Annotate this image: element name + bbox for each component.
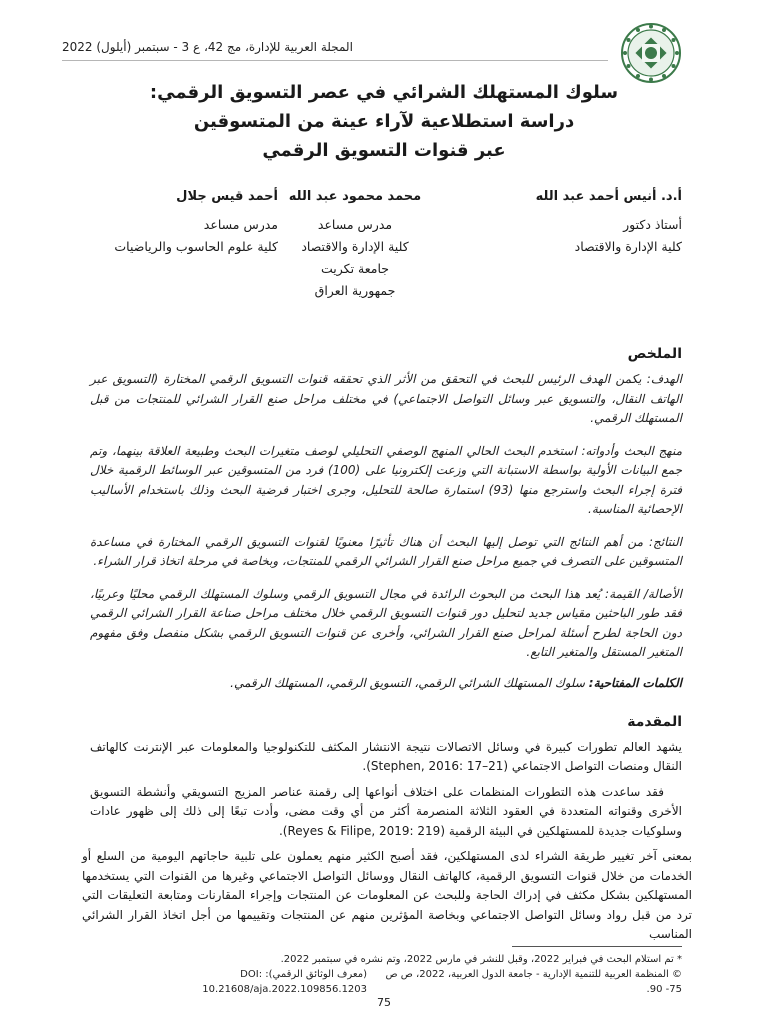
intro-paragraph-3: بمعنى آخر تغيير طريقة الشراء لدى المستهلكين، فقد أصبح الكثير منهم يعملون على تلبية حاجاتهم اليومية من السلع أو الخدمات من خلال قنوات التسويق الرقمية، كالهاتف النقال ووسائل التواصل الاجتماعي وغيرها من القنوات التي يستخدمها المستهلكين بشكل مكثف في إدراك الحاجة وللبحث عن المعلومات عن المنتجات وإجراء المقارنات ومتابعة التعليقات التي ترد من قبل رواد وسائل التواصل الاجتماعي وبخاصة المؤثرين منهم عن المنتجات وتقييمها من أجل اتخاذ القرار الشرائي المناسب: [82, 849, 692, 941]
author-affiliation: جامعة تكريت: [321, 261, 389, 276]
abstract-objective: الهدف: يكمن الهدف الرئيس للبحث في التحقق من الأثر الذي تحققه قنوات التسويق الرقمي المختارة (التسويق عبر الهاتف النقال، والتسويق عبر وسائل التواصل الاجتماعي) في مختلف مراحل صنع القرار الشرائي للمنتجات من قبل المستهلك الرقمي.: [90, 372, 682, 425]
footnote-copyright-row: [90, 967, 682, 997]
author-name: أحمد قيس جلال: [176, 189, 278, 204]
author-list: [88, 186, 682, 306]
author-name: محمد محمود عبد الله: [288, 189, 422, 204]
author-affiliation: كلية علوم الحاسوب والرياضيات: [114, 239, 278, 254]
journal-header: المجلة العربية للإدارة، مج 42، ع 3 - سبتمبر (أيلول) 2022: [62, 40, 353, 54]
author-affiliation: مدرس مساعد: [317, 217, 393, 232]
page-number: 75: [377, 996, 391, 1009]
article-body: [82, 346, 692, 951]
author-2: [270, 186, 440, 302]
abstract-originality: الأصالة/ القيمة: يُعد هذا البحث من البحوث الرائدة في مجال التسويق الرقمي وسلوك المستهلك الرقمي محليًا وعربيًا، فقد طور الباحثين مقياس جديد لتحليل دور قنوات التسويق الرقمي خلال مختلف مراحل صناعة القرار الشرائي الرقمي دون الحاجة لطرح أسئلة لمراحل صنع القرار الشرائي، وأخرى عن قنوات التسويق الرقمي بشكل منفصل وفق مفهوم المتغير المستقل والمتغير التابع.: [90, 586, 682, 659]
author-affiliation: كلية الإدارة والاقتصاد: [574, 239, 682, 254]
abstract-heading: الملخص: [627, 346, 682, 362]
author-3: [88, 186, 278, 258]
author-affiliation: مدرس مساعد: [203, 217, 278, 232]
author-affiliation: كلية الإدارة والاقتصاد: [301, 239, 409, 254]
introduction-heading: المقدمة: [627, 713, 682, 730]
header-divider: [62, 60, 608, 61]
author-name: أ.د. أنيس أحمد عبد الله: [535, 189, 682, 204]
title-line-1: سلوك المستهلك الشرائي في عصر التسويق الرقمي:: [149, 82, 619, 103]
abstract-results: النتائج: من أهم النتائج التي توصل إليها البحث أن هناك تأثيرًا معنويًا لقنوات التسويق الرقمي المختارة في مساعدة المتسوقين على التصرف في جميع مراحل صنع القرار الشرائي الرقمي للمنتجات، وبخاصة في مرحلة اتخاذ قرار الشراء.: [90, 534, 682, 568]
author-affiliation: أستاذ دكتور: [623, 217, 682, 232]
keywords-list: سلوك المستهلك الشرائي الرقمي، التسويق الرقمي، المستهلك الرقمي.: [230, 675, 589, 690]
article-title: [80, 78, 688, 165]
footnote-doi: (معرف الوثائق الرقمي): DOI: 10.21608/aja.2022.109856.1203: [202, 969, 368, 995]
footnote-divider: [512, 946, 682, 947]
intro-paragraph-2: فقد ساعدت هذه التطورات المنظمات على اختلاف أنواعها إلى رقمنة عناصر المزيج التسويقي وأنشطة التسويق الأخرى وقنواته المتعددة في العقود الثلاثة المنصرمة أكثر من أي وقت مضى، وأدت تبعًا إلى ذلك إلى ظهور عادات وسلوكيات جديدة للمستهلكين في البيئة الرقمية (Reyes & Filipe, 2019: 219).: [90, 784, 682, 838]
footnote-dates: * تم استلام البحث في فبراير 2022، وقبل للنشر في مارس 2022، وتم نشره في سبتمبر 2022.: [280, 954, 682, 965]
footnote-copyright: © المنظمة العربية للتنمية الإدارية - جامعة الدول العربية، 2022، ص ص 75- 90.: [385, 969, 682, 995]
footnotes: [90, 952, 682, 997]
organization-logo: [620, 22, 682, 84]
title-line-3: عبر قنوات التسويق الرقمي: [262, 140, 506, 161]
title-line-2: دراسة استطلاعية لآراء عينة من المتسوقين: [193, 111, 575, 132]
author-affiliation: جمهورية العراق: [314, 283, 396, 298]
author-1: [492, 186, 682, 258]
keywords-label: الكلمات المفتاحية:: [588, 675, 682, 690]
keywords: [90, 676, 682, 690]
intro-paragraph-1: يشهد العالم تطورات كبيرة في وسائل الاتصالات نتيجة الانتشار المكثف للتكنولوجيا والمعلومات عبر الإنترنت كالهاتف النقال ومنصات التواصل الاجتماعي (Stephen, 2016: 17–21).: [90, 739, 682, 773]
abstract-methodology: منهج البحث وأدواته: استخدم البحث الحالي المنهج الوصفي التحليلي لوصف متغيرات البحث وطبيعة العلاقة بينهما، وتم جمع البيانات الأولية بواسطة الاستبانة التي وزعت إلكترونيا على (100) فرد من المتسوقين عبر الوسائط الرقمية خلال فترة إجراء البحث واسترجع منها (93) استمارة صالحة للتحليل، وجرى اختبار فرضية البحث وذلك باستخدام الأساليب الإحصائية المناسبة.: [90, 443, 683, 516]
